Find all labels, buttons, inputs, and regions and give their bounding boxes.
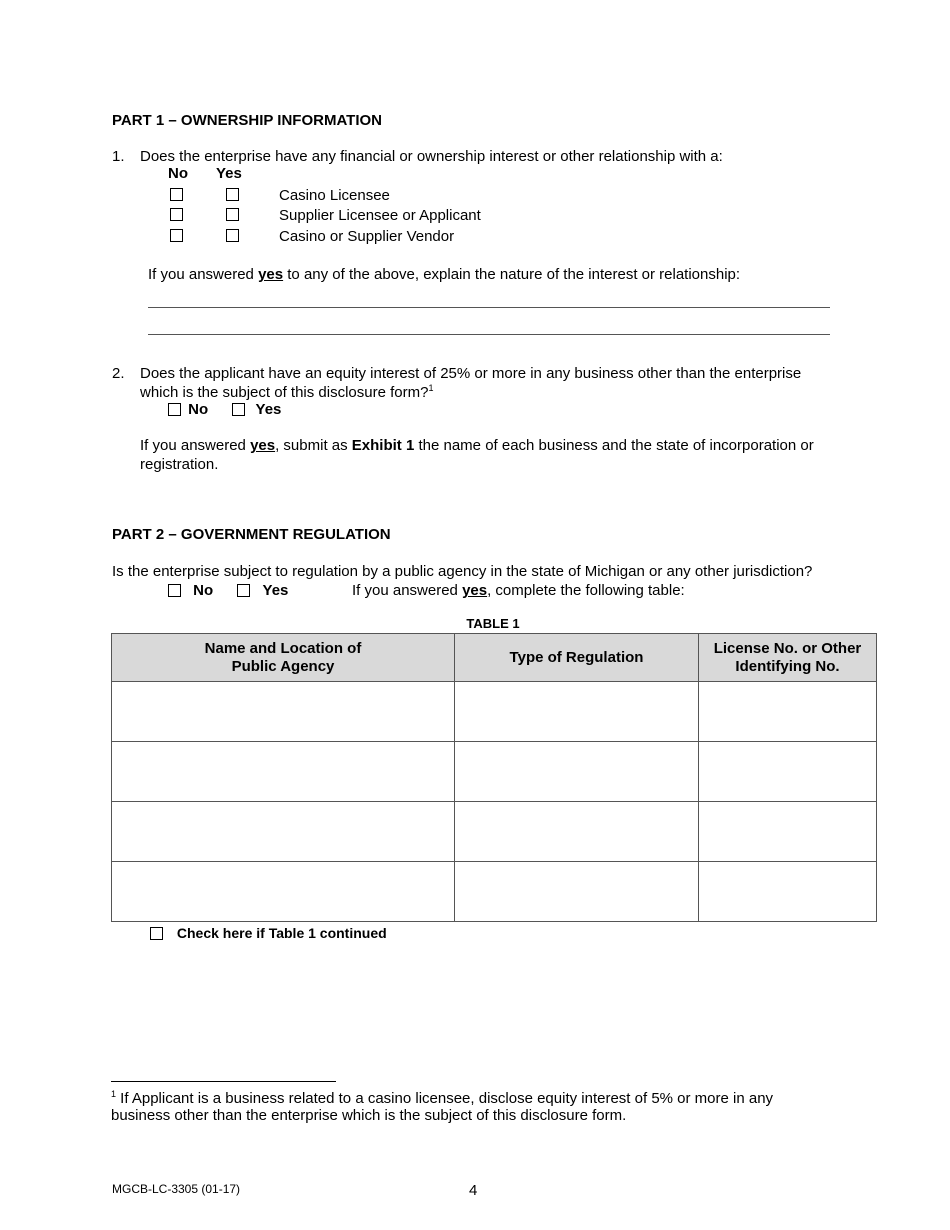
col-agency-header: Name and Location of Public Agency (112, 634, 455, 682)
agency-cell[interactable] (112, 862, 455, 922)
license-no-cell[interactable] (699, 742, 877, 802)
q2-text-line2: which is the subject of this disclosure form?$^1$ (140, 383, 434, 401)
col-license-no-header: License No. or Other Identifying No. (699, 634, 877, 682)
regulation-type-cell[interactable] (455, 862, 699, 922)
part1-heading: PART 1 – OWNERSHIP INFORMATION (112, 112, 383, 129)
q2-footnote-ref: 1 (428, 383, 434, 393)
table-header-row (112, 634, 877, 682)
q2-no-label: No (188, 401, 209, 418)
table-row (112, 802, 877, 862)
regulation-type-cell[interactable] (455, 682, 699, 742)
footnote-line2: business other than the enterprise which is the subject of this disclosure form. (111, 1107, 627, 1124)
q1-supplier-licensee-yes-checkbox[interactable] (226, 208, 239, 221)
q1-explain-prompt: If you answered yes to any of the above, explain the nature of the interest or relationship: (148, 266, 741, 283)
part2-no-label: No (193, 582, 214, 599)
page-number: 4 (469, 1182, 478, 1199)
q1-text: Does the enterprise have any financial or ownership interest or other relationship with a: (140, 148, 723, 165)
q1-item-vendor: Casino or Supplier Vendor (279, 228, 455, 245)
q2-yes-checkbox[interactable] (232, 403, 245, 416)
q2-number: 2. (112, 365, 125, 382)
agency-cell[interactable] (112, 802, 455, 862)
license-no-cell[interactable] (699, 862, 877, 922)
agency-cell[interactable] (112, 682, 455, 742)
part2-complete-instruction: If you answered yes, complete the following table: (352, 582, 685, 599)
part2-yes-checkbox[interactable] (237, 584, 250, 597)
q2-yes-label: Yes (255, 401, 282, 418)
q1-item-supplier-licensee: Supplier Licensee or Applicant (279, 207, 481, 224)
regulation-type-cell[interactable] (455, 742, 699, 802)
agency-cell[interactable] (112, 742, 455, 802)
q1-vendor-yes-checkbox[interactable] (226, 229, 239, 242)
table-continued-checkbox[interactable] (150, 927, 163, 940)
q1-explain-line-1[interactable] (148, 307, 830, 308)
q2-no-checkbox[interactable] (168, 403, 181, 416)
part2-yes-label: Yes (262, 582, 289, 599)
q1-supplier-licensee-no-checkbox[interactable] (170, 208, 183, 221)
col-regulation-type-header: Type of Regulation (455, 634, 699, 682)
part2-heading: PART 2 – GOVERNMENT REGULATION (112, 526, 391, 543)
part2-no-checkbox[interactable] (168, 584, 181, 597)
q1-casino-licensee-yes-checkbox[interactable] (226, 188, 239, 201)
table-row (112, 742, 877, 802)
q1-item-casino-licensee: Casino Licensee (279, 187, 390, 204)
table-row (112, 862, 877, 922)
q2-options (168, 401, 281, 418)
form-id: MGCB-LC-3305 (01-17) (112, 1182, 241, 1196)
license-no-cell[interactable] (699, 682, 877, 742)
part2-options (168, 582, 288, 599)
q1-explain-line-2[interactable] (148, 334, 830, 335)
q2-submit-instruction-line2: registration. (140, 456, 219, 473)
table-continued-row (150, 925, 387, 941)
table-row (112, 682, 877, 742)
q2-text: Does the applicant have an equity interest of 25% or more in any business other than the enterprise (140, 365, 802, 382)
q1-vendor-no-checkbox[interactable] (170, 229, 183, 242)
q1-col-no-label: No (168, 165, 188, 182)
footnote-separator (111, 1081, 336, 1082)
license-no-cell[interactable] (699, 802, 877, 862)
q1-col-yes-label: Yes (216, 165, 242, 182)
regulation-type-cell[interactable] (455, 802, 699, 862)
footnote-line1: $^1$ If Applicant is a business related to a casino licensee, disclose equity interest of 5% or more in any (111, 1089, 774, 1107)
table-continued-label: Check here if Table 1 continued (176, 925, 387, 941)
table-title: TABLE 1 (466, 616, 520, 631)
q1-number: 1. (112, 148, 125, 165)
q2-submit-instruction: If you answered yes, submit as Exhibit 1 the name of each business and the state of incorporation or (140, 437, 814, 454)
part2-question: Is the enterprise subject to regulation by a public agency in the state of Michigan or any other jurisdiction? (112, 563, 813, 580)
regulation-table (111, 633, 877, 922)
q1-casino-licensee-no-checkbox[interactable] (170, 188, 183, 201)
